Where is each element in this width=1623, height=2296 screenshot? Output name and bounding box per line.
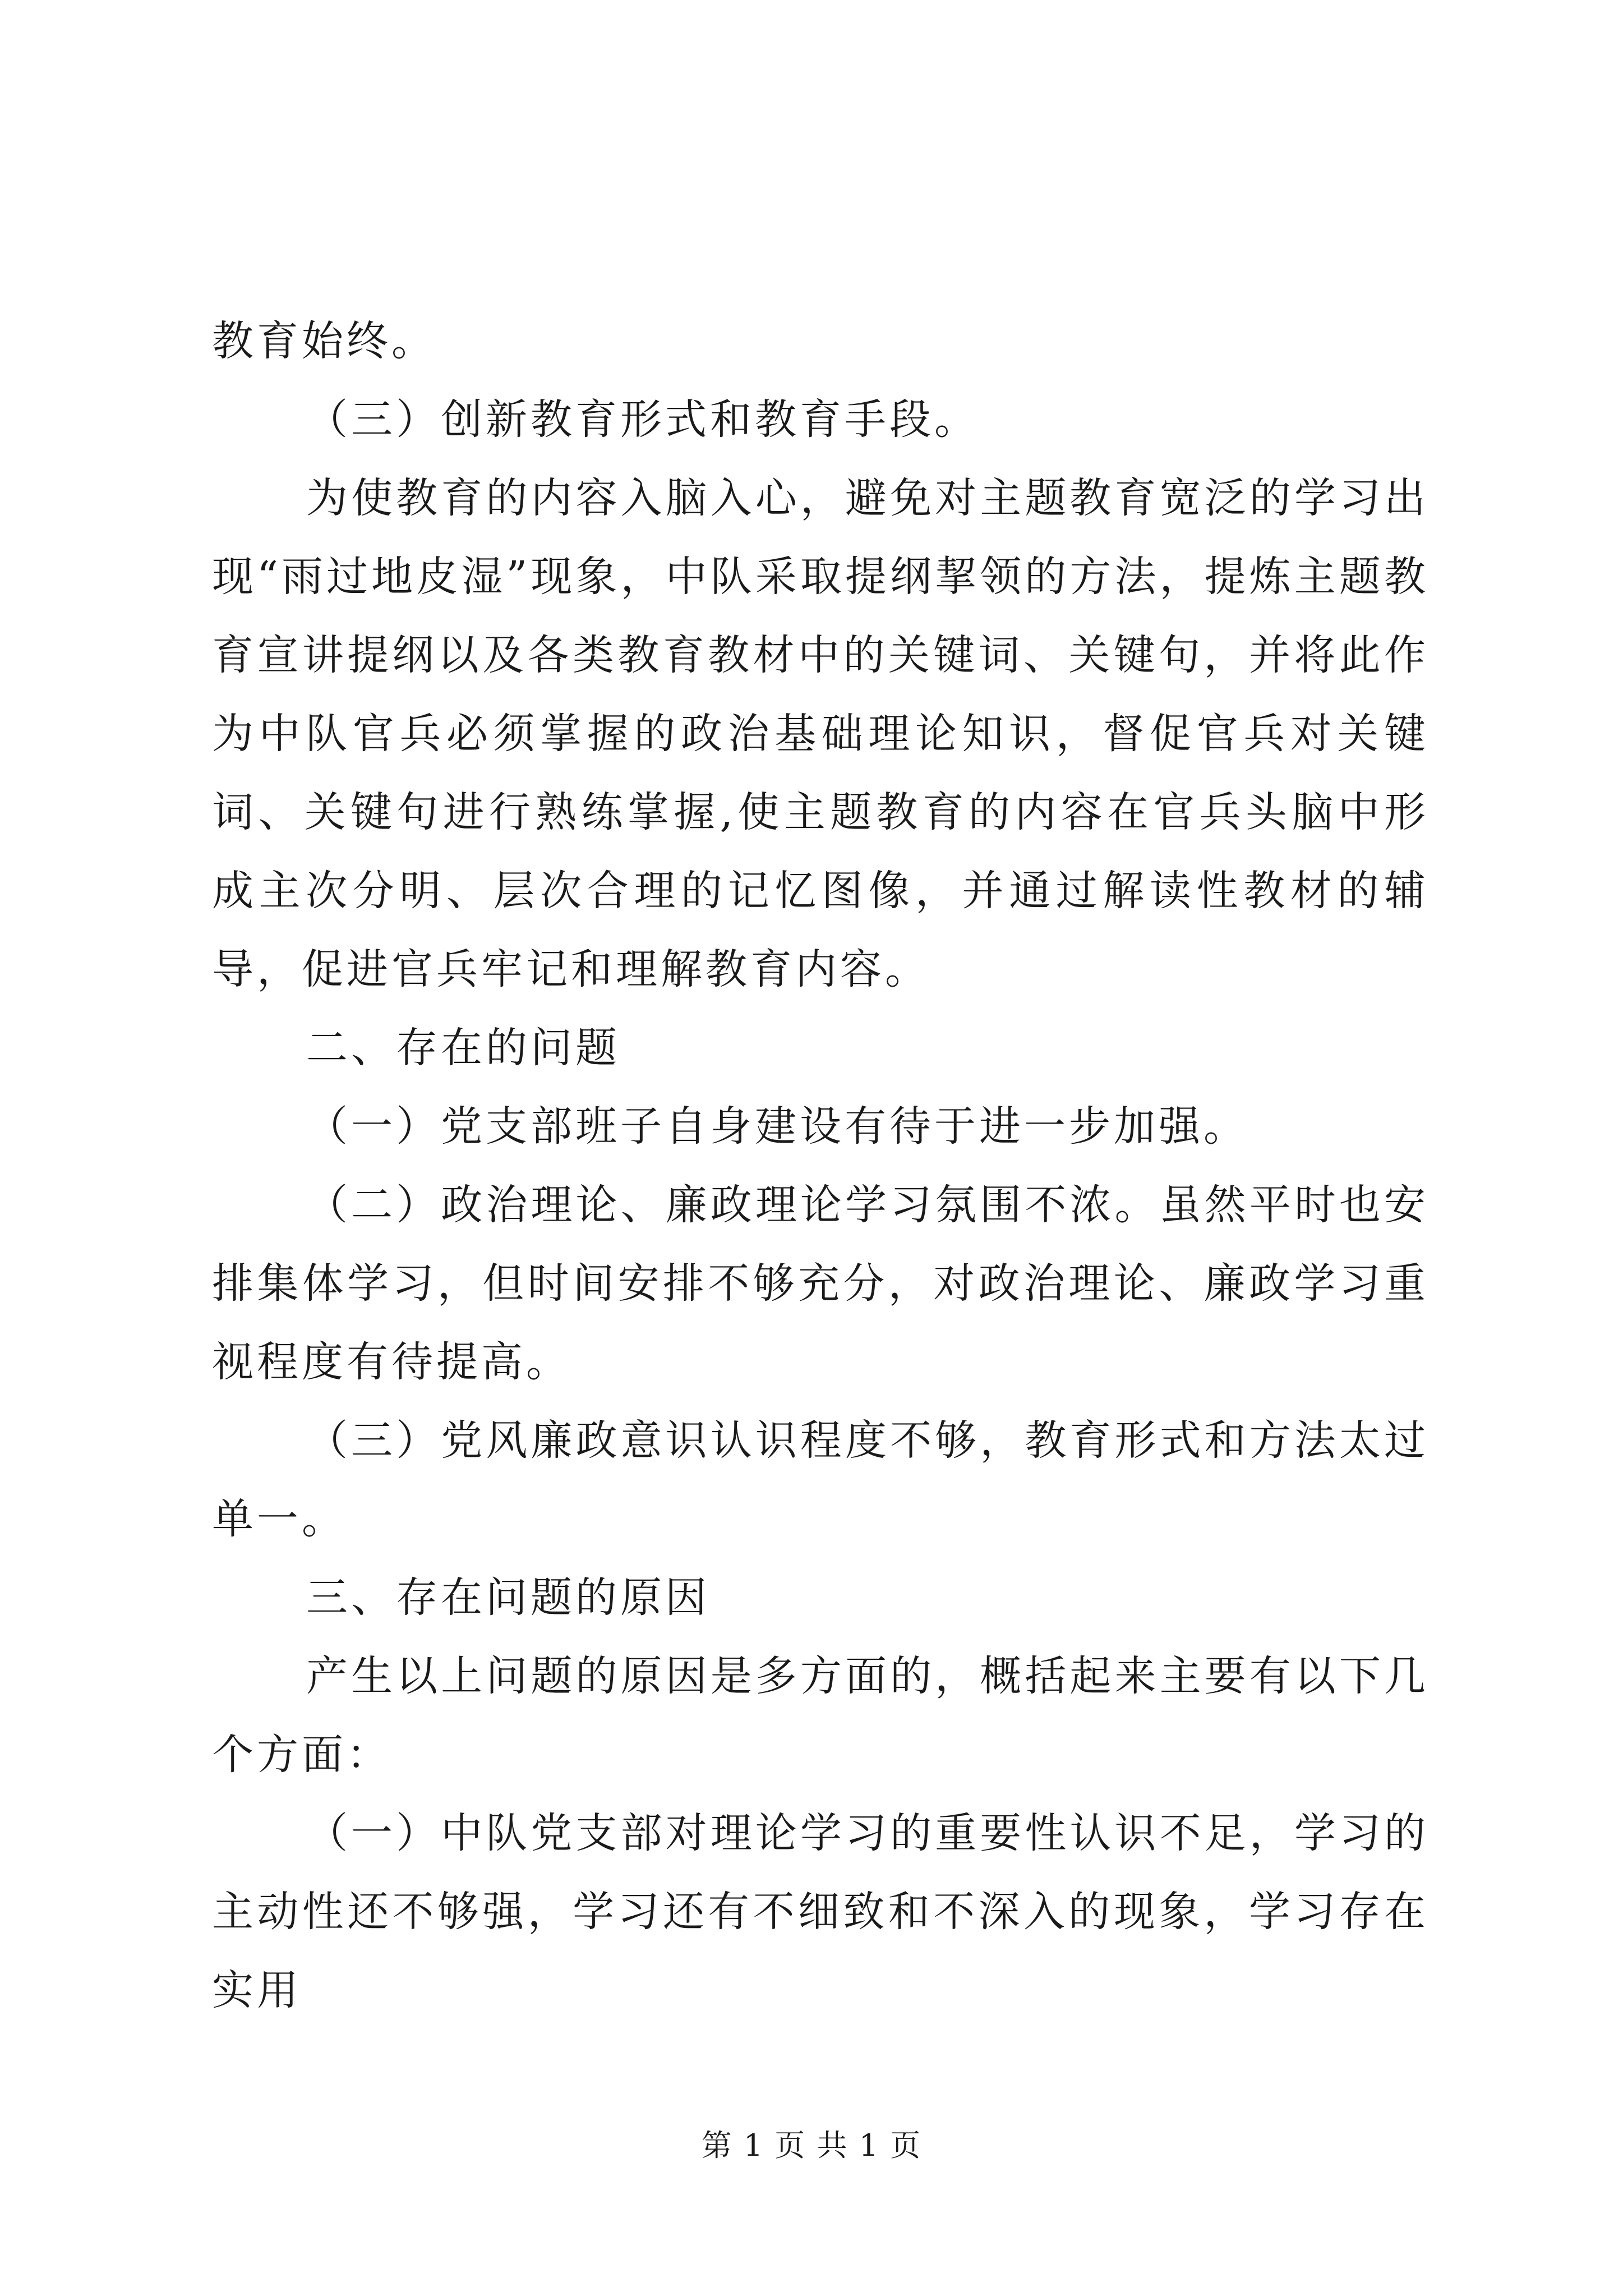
problem-item-1: （一）党支部班子自身建设有待于进一步加强。 [306, 1102, 1248, 1151]
section-heading-problems: 二、存在的问题 [306, 1024, 620, 1072]
cause-item-1: （一）中队党支部对理论学习的重要性认识不足，学习的主动性还不够强，学习还有不细致和不深入的现象，学习存在实用 [212, 1809, 1429, 2014]
problem-item-3: （三）党风廉政意识认识程度不够，教育形式和方法太过单一。 [212, 1416, 1429, 1543]
paragraph-causes-intro: 产生以上问题的原因是多方面的，概括起来主要有以下几个方面： [212, 1652, 1429, 1779]
page-footer: 第 1 页 共 1 页 [701, 2128, 922, 2163]
problem-item-2: （二）政治理论、廉政理论学习氛围不浓。虽然平时也安排集体学习，但时间安排不够充分，对政治理论、廉政学习重视程度有待提高。 [212, 1181, 1429, 1386]
document-body [212, 302, 1429, 2030]
paragraph-education-method: 为使教育的内容入脑入心，避免对主题教育宽泛的学习出现“雨过地皮湿”现象，中队采取提纲挈领的方法，提炼主题教育宣讲提纲以及各类教育教材中的关键词、关键句，并将此作为中队官兵必须掌握的政治基础理论知识，督促官兵对关键词、关键句进行熟练掌握,使主题教育的内容在官兵头脑中形成主次分明、层次合理的记忆图像，并通过解读性教材的辅导，促进官兵牢记和理解教育内容。 [212, 474, 1429, 993]
section-heading-causes: 三、存在问题的原因 [306, 1573, 710, 1622]
paragraph-continuation: 教育始终。 [212, 317, 436, 365]
subheading-innovate-education: （三）创新教育形式和教育手段。 [306, 395, 979, 444]
